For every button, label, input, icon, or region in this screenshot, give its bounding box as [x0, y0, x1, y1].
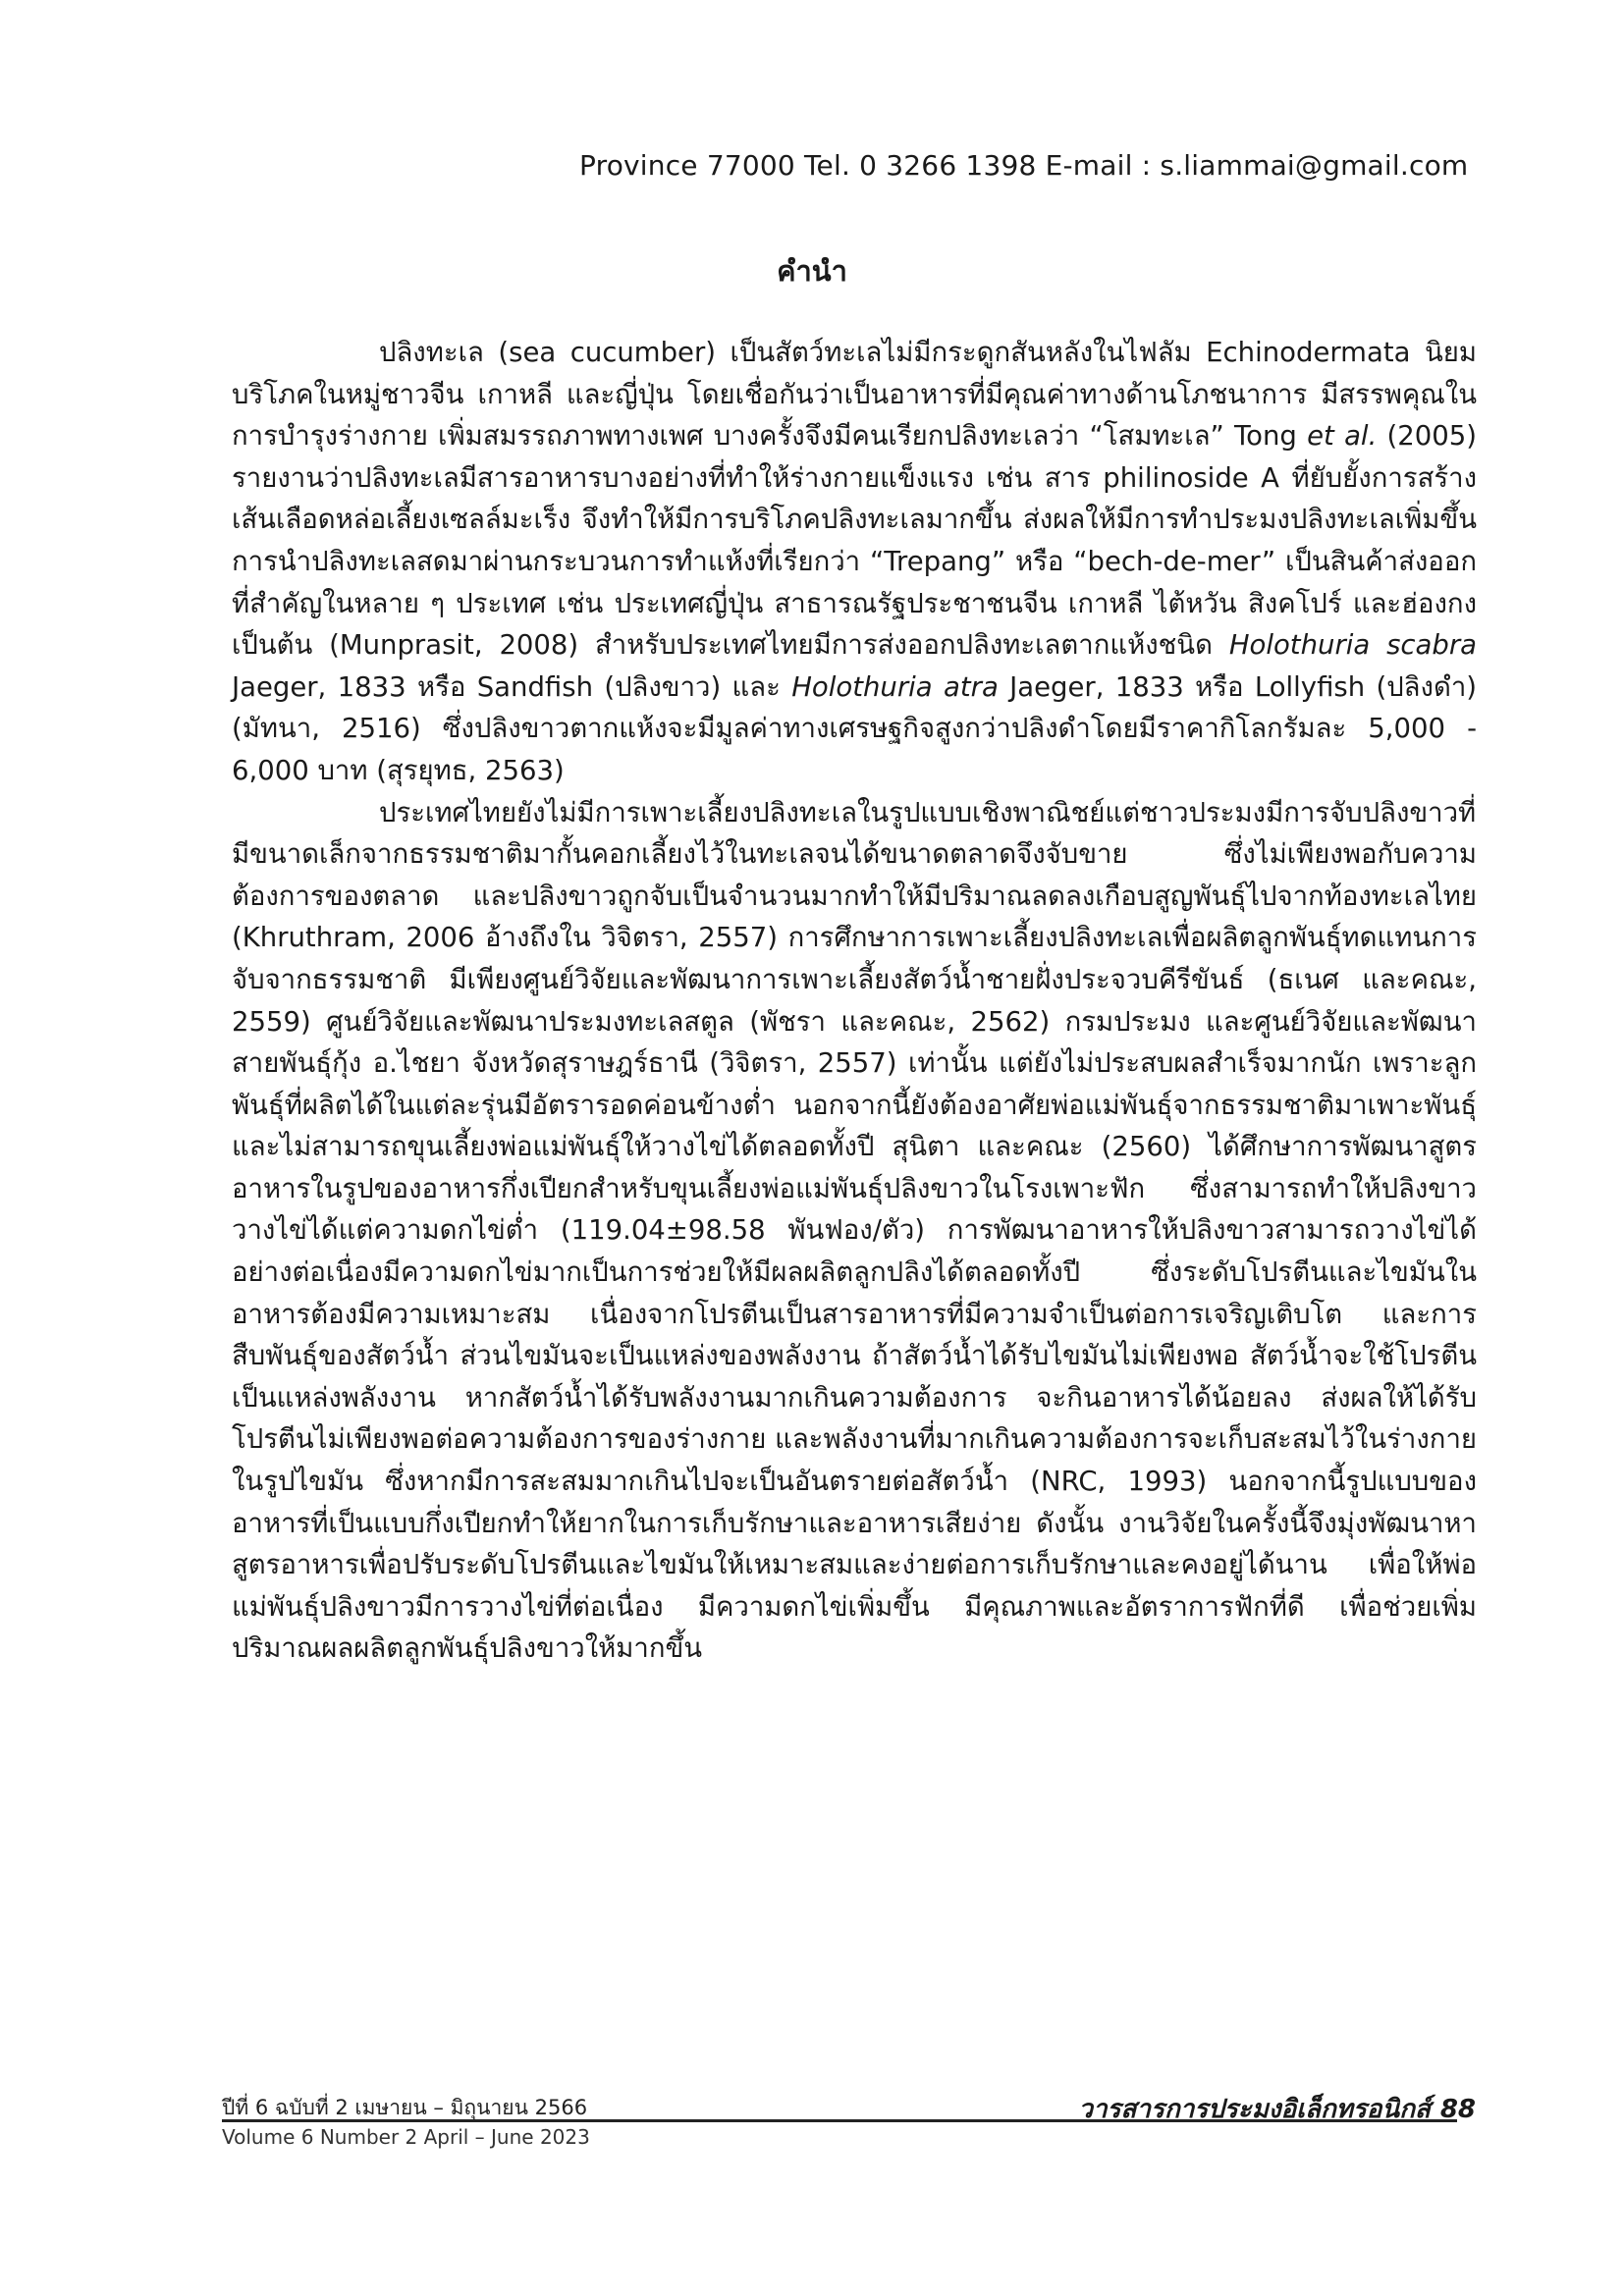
footer-issue-thai: ปีที่ 6 ฉบับที่ 2 เมษายน – มิถุนายน 2566	[222, 2096, 588, 2119]
footer-journal	[1078, 2089, 1476, 2129]
author-contact-line: Province 77000 Tel. 0 3266 1398 E-mail : s.liammai@gmail.com	[579, 149, 1469, 182]
paragraph-2: ประเทศไทยยังไม่มีการเพาะเลี้ยงปลิงทะเลในรูปแบบเชิงพาณิชย์แต่ชาวประมงมีการจับปลิงขาวที่มีขนาดเล็กจากธรรมชาติมากั้นคอกเลี้ยงไว้ในทะเลจนได้ขนาดตลาดจึงจับขาย ซึ่งไม่เพียงพอกับความต้องการของตลาด และปลิงขาวถูกจับเป็นจำนวนมากทำให้มีปริมาณลดลงเกือบสูญพันธุ์ไปจากท้องทะเลไทย (Khruthram, 2006 อ้างถึงใน วิจิตรา, 2557) การศึกษาการเพาะเลี้ยงปลิงทะเลเพื่อผลิตลูกพันธุ์ทดแทนการจับจากธรรมชาติ มีเพียงศูนย์วิจัยและพัฒนาการเพาะเลี้ยงสัตว์น้ำชายฝั่งประจวบคีรีขันธ์ (ธเนศ และคณะ, 2559) ศูนย์วิจัยและพัฒนาประมงทะเลสตูล (พัชรา และคณะ, 2562) กรมประมง และศูนย์วิจัยและพัฒนาสายพันธุ์กุ้ง อ.ไชยา จังหวัดสุราษฎร์ธานี (วิจิตรา, 2557) เท่านั้น แต่ยังไม่ประสบผลสำเร็จมากนัก เพราะลูกพันธุ์ที่ผลิตได้ในแต่ละรุ่นมีอัตรารอดค่อนข้างต่ำ นอกจากนี้ยังต้องอาศัยพ่อแม่พันธุ์จากธรรมชาติมาเพาะพันธุ์และไม่สามารถขุนเลี้ยงพ่อแม่พันธุ์ให้วางไข่ได้ตลอดทั้งปี สุนิตา และคณะ (2560) ได้ศึกษาการพัฒนาสูตรอาหารในรูปของอาหารกึ่งเปียกสำหรับขุนเลี้ยงพ่อแม่พันธุ์ปลิงขาวในโรงเพาะฟัก ซึ่งสามารถทำให้ปลิงขาววางไข่ได้แต่ความดกไข่ต่ำ (119.04±98.58 พันฟอง/ตัว) การพัฒนาอาหารให้ปลิงขาวสามารถวางไข่ได้อย่างต่อเนื่องมีความดกไข่มากเป็นการช่วยให้มีผลผลิตลูกปลิงได้ตลอดทั้งปี ซึ่งระดับโปรตีนและไขมันในอาหารต้องมีความเหมาะสม เนื่องจากโปรตีนเป็นสารอาหารที่มีความจำเป็นต่อการเจริญเติบโต และการสืบพันธุ์ของสัตว์น้ำ ส่วนไขมันจะเป็นแหล่งของพลังงาน ถ้าสัตว์น้ำได้รับไขมันไม่เพียงพอ สัตว์น้ำจะใช้โปรตีนเป็นแหล่งพลังงาน หากสัตว์น้ำได้รับพลังงานมากเกินความต้องการ จะกินอาหารได้น้อยลง ส่งผลให้ได้รับโปรตีนไม่เพียงพอต่อความต้องการของร่างกาย และพลังงานที่มากเกินความต้องการจะเก็บสะสมไว้ในร่างกายในรูปไขมัน ซึ่งหากมีการสะสมมากเกินไปจะเป็นอันตรายต่อสัตว์น้ำ (NRC, 1993) นอกจากนี้รูปแบบของอาหารที่เป็นแบบกึ่งเปียกทำให้ยากในการเก็บรักษาและอาหารเสียง่าย ดังนั้น งานวิจัยในครั้งนี้จึงมุ่งพัฒนาหาสูตรอาหารเพื่อปรับระดับโปรตีนและไขมันให้เหมาะสมและง่ายต่อการเก็บรักษาและคงอยู่ได้นาน เพื่อให้พ่อแม่พันธุ์ปลิงขาวมีการวางไข่ที่ต่อเนื่อง มีความดกไข่เพิ่มขึ้น มีคุณภาพและอัตราการฟักที่ดี เพื่อช่วยเพิ่มปริมาณผลผลิตลูกพันธุ์ปลิงขาวให้มากขึ้น	[232, 796, 1477, 1665]
paragraph-1-italic-species-1: Holothuria scabra	[1228, 629, 1478, 662]
paragraph-1-text-b: (2005) รายงานว่าปลิงทะเลมีสารอาหารบางอย่างที่ทำให้ร่างกายแข็งแรง เช่น สาร philinoside A ที่ยับยั้งการสร้างเส้นเลือดหล่อเลี้ยงเซลล์มะเร็ง จึงทำให้มีการบริโภคปลิงทะเลมากขึ้น ส่งผลให้มีการทำประมงปลิงทะเลเพิ่มขึ้น การนำปลิงทะเลสดมาผ่านกระบวนการทำแห้งที่เรียกว่า “Trepang” หรือ “bech-de-mer” เป็นสินค้าส่งออกที่สำคัญในหลาย ๆ ประเทศ เช่น ประเทศญี่ปุ่น สาธารณรัฐประชาชนจีน เกาหลี ไต้หวัน สิงคโปร์ และฮ่องกง เป็นต้น (Munprasit, 2008) สำหรับประเทศไทยมีการส่งออกปลิงทะเลตากแห้งชนิด	[232, 420, 1478, 662]
paragraph-1	[232, 332, 1477, 792]
journal-name: วารสารการประมงอิเล็กทรอนิกส์	[1078, 2095, 1431, 2124]
paragraph-1-italic-etal: et al.	[1307, 420, 1378, 453]
paragraph-1-italic-species-2: Holothuria atra	[791, 670, 999, 703]
paragraph-1-text-a: ปลิงทะเล (sea cucumber) เป็นสัตว์ทะเลไม่มีกระดูกสันหลังในไฟลัม Echinodermata นิยมบริโภคในหมู่ชาวจีน เกาหลี และญี่ปุ่น โดยเชื่อกันว่าเป็นอาหารที่มีคุณค่าทางด้านโภชนาการ มีสรรพคุณในการบำรุงร่างกาย เพิ่มสมรรถภาพทางเพศ บางครั้งจึงมีคนเรียกปลิงทะเลว่า “โสมทะเล” Tong	[232, 337, 1477, 453]
paragraph-1-text-d: Jaeger, 1833 หรือ Lollyfish (ปลิงดำ) (มัทนา, 2516) ซึ่งปลิงขาวตากแห้งจะมีมูลค่าทางเศรษฐกิจสูงกว่าปลิงดำโดยมีราคากิโลกรัมละ 5,000 - 6,000 บาท (สุรยุทธ, 2563)	[232, 670, 1477, 786]
section-body	[232, 332, 1477, 1670]
section-title: คำนำ	[777, 254, 847, 288]
paragraph-1-text-c: Jaeger, 1833 หรือ Sandfish (ปลิงขาว) และ	[232, 670, 792, 703]
page-number: 88	[1439, 2095, 1476, 2124]
footer-issue-english: Volume 6 Number 2 April – June 2023	[222, 2125, 590, 2149]
